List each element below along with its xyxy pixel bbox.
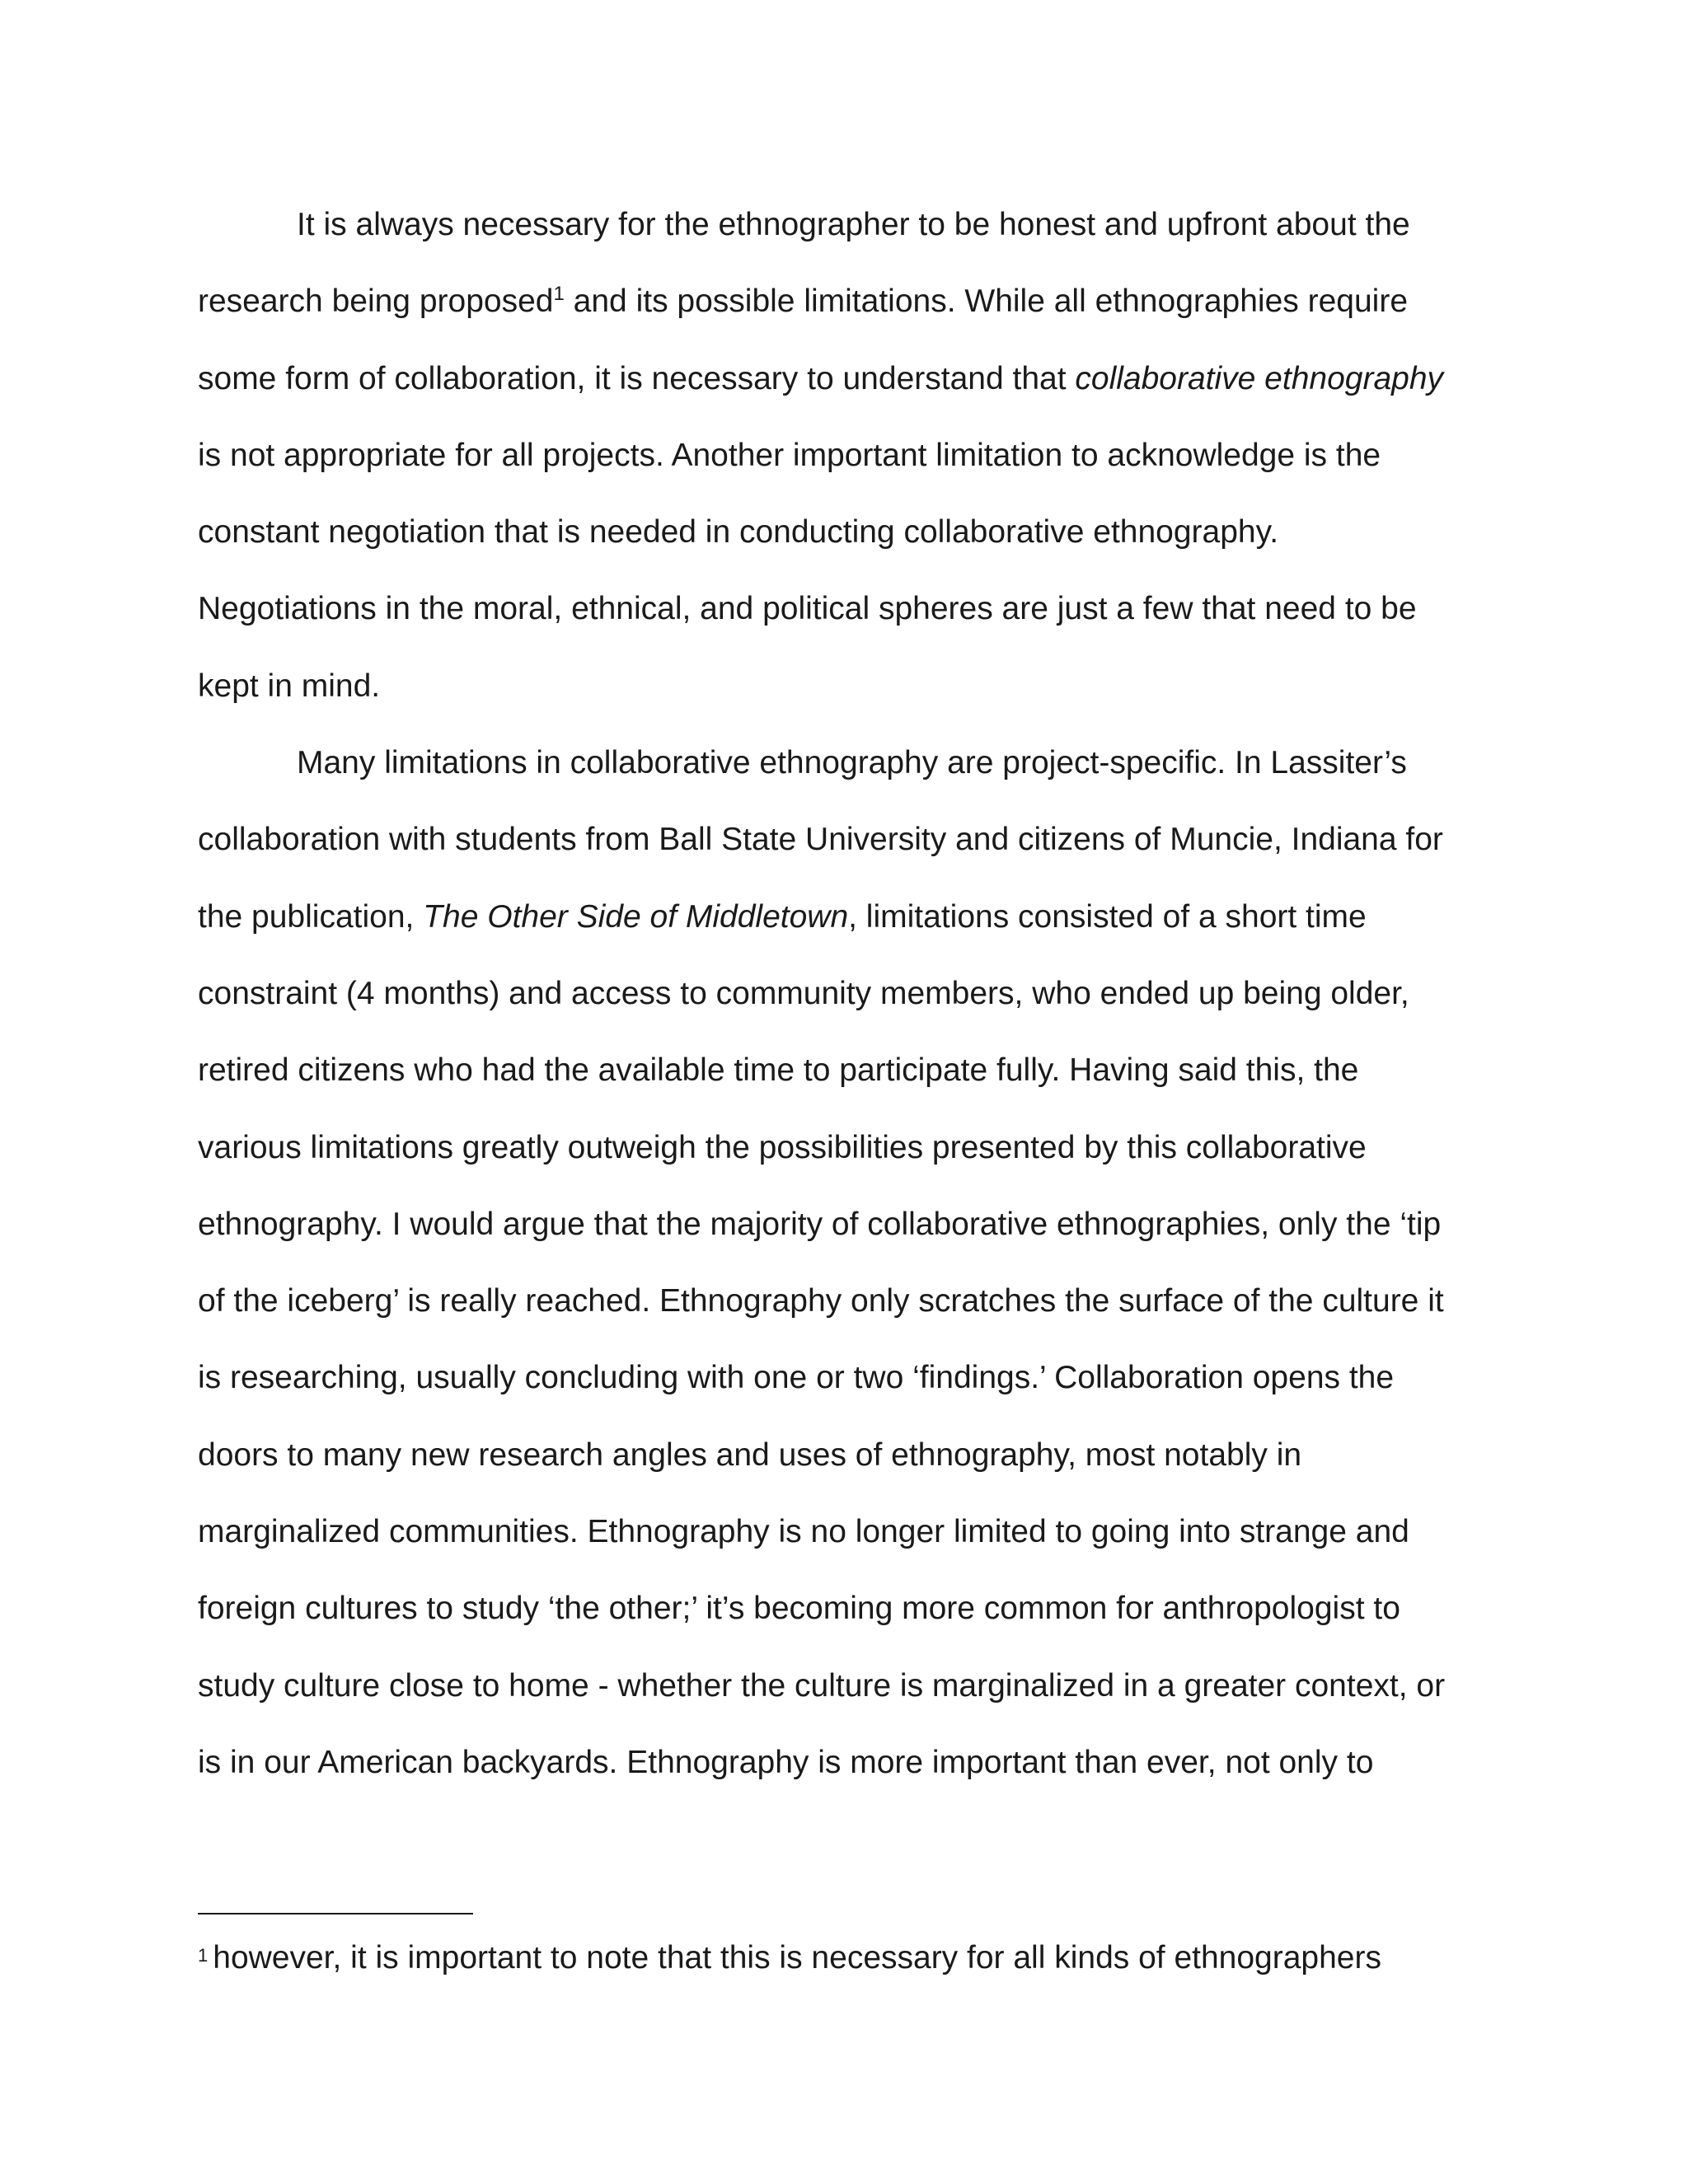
italic-term: collaborative ethnography — [1075, 360, 1444, 396]
footnote-text: however, it is important to note that this is necessary for all kinds of ethnographers — [213, 1940, 1381, 1975]
italic-title: The Other Side of Middletown — [423, 898, 849, 935]
text-line: collaboration with students from Ball State University and citizens of Muncie, Indiana for — [198, 822, 1443, 858]
paragraph-1 — [198, 186, 1492, 724]
text-line: the publication, The Other Side of Middletown, limitations consisted of a short time — [198, 898, 1367, 935]
paragraph-2 — [198, 724, 1492, 1801]
text-line: It is always necessary for the ethnographer to be honest and upfront about the — [297, 207, 1410, 242]
footnote-marker: 1 — [198, 1945, 209, 1966]
footnote — [198, 1935, 1492, 1981]
text-line: retired citizens who had the available time to participate fully. Having said this, the — [198, 1052, 1359, 1089]
text-line: constraint (4 months) and access to community members, who ended up being older, — [198, 975, 1409, 1011]
text-line: constant negotiation that is needed in conducting collaborative ethnography. — [198, 514, 1279, 551]
text-line: marginalized communities. Ethnography is no longer limited to going into strange and — [198, 1514, 1409, 1550]
text-line: various limitations greatly outweigh the possibilities presented by this collaborative — [198, 1129, 1367, 1165]
text-line: Negotiations in the moral, ethnical, and political spheres are just a few that need to be — [198, 591, 1417, 627]
text-line: foreign cultures to study ‘the other;’ it’s becoming more common for anthropologist to — [198, 1591, 1400, 1627]
text-line: doors to many new research angles and uses of ethnography, most notably in — [198, 1436, 1302, 1473]
text-line: study culture close to home - whether the culture is marginalized in a greater context, or — [198, 1667, 1446, 1704]
text-line: is in our American backyards. Ethnography is more important than ever, not only to — [198, 1744, 1374, 1780]
text-line: of the iceberg’ is really reached. Ethnography only scratches the surface of the culture it — [198, 1283, 1444, 1319]
text-line: research being proposed$^1$ and its possible limitations. While all ethnographies require — [198, 283, 1409, 320]
text-line: is researching, usually concluding with one or two ‘findings.’ Collaboration opens the — [198, 1360, 1395, 1396]
text-line: Many limitations in collaborative ethnography are project-specific. In Lassiter’s — [297, 745, 1407, 781]
text-line: kept in mind. — [198, 668, 381, 704]
footnote-reference[interactable]: 1 — [553, 283, 565, 306]
text-line: some form of collaboration, it is necessary to understand that collaborative ethnography — [198, 360, 1444, 396]
body-text — [198, 186, 1492, 1801]
footnote-separator — [198, 1913, 473, 1915]
text-line: ethnography. I would argue that the majority of collaborative ethnographies, only the ‘tip — [198, 1206, 1442, 1242]
text-line: is not appropriate for all projects. Another important limitation to acknowledge is the — [198, 437, 1381, 473]
